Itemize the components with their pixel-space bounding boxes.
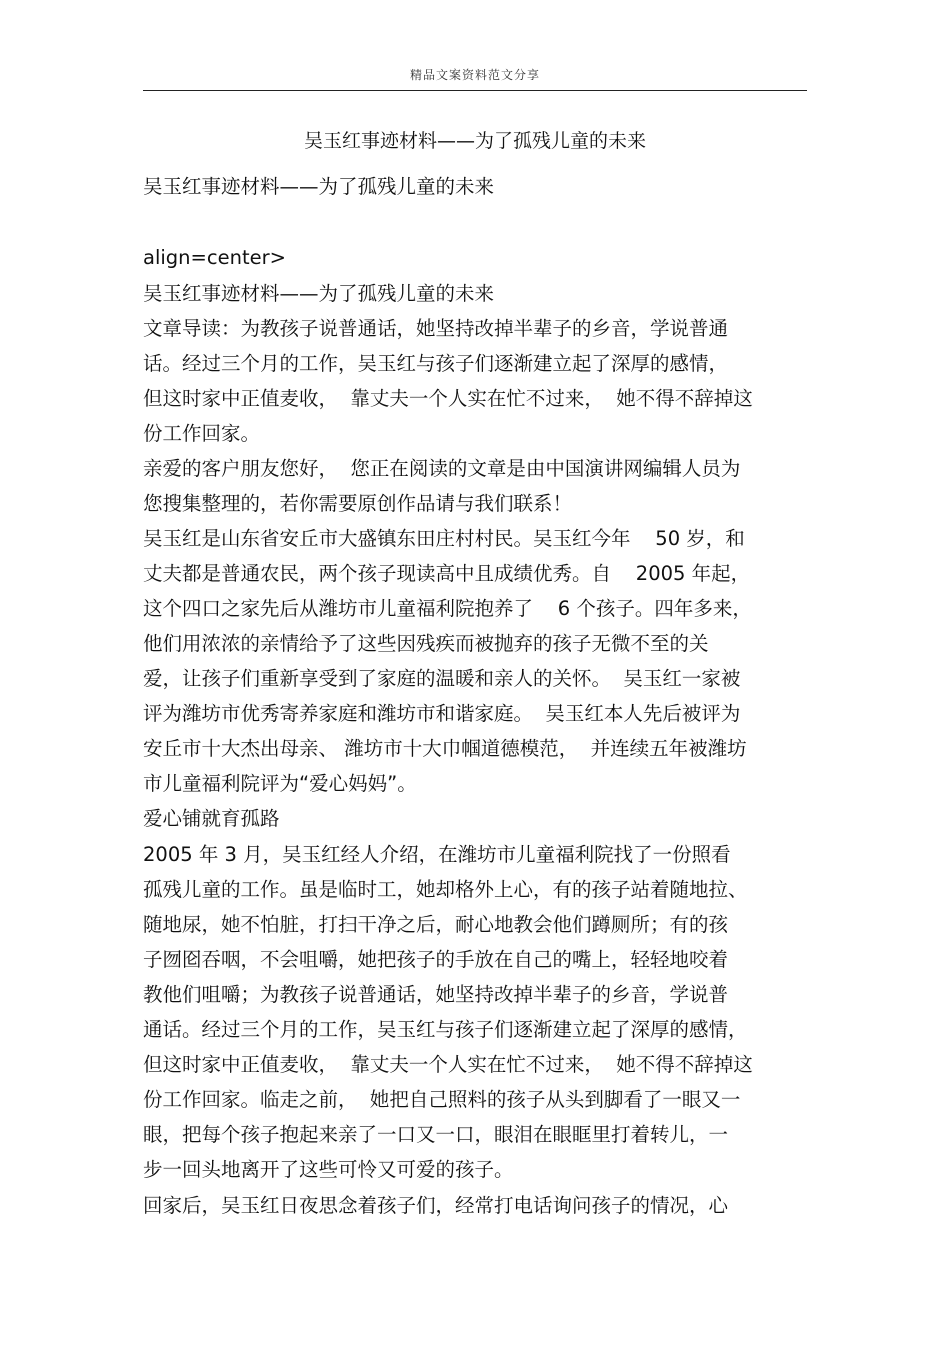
- body-line: 份工作回家。: [143, 422, 261, 445]
- body-line: 丈夫都是普通农民，两个孩子现读高中且成绩优秀。自 2005 年起，: [143, 562, 751, 585]
- body-line: 评为潍坊市优秀寄养家庭和潍坊市和谐家庭。 吴玉红本人先后被评为: [143, 702, 741, 725]
- body-line: 爱，让孩子们重新享受到了家庭的温暖和亲人的关怀。 吴玉红一家被: [143, 667, 741, 690]
- document-title: 吴玉红事迹材料——为了孤残儿童的未来: [303, 130, 646, 152]
- body-line: 2005 年 3 月，吴玉红经人介绍，在潍坊市儿童福利院找了一份照看: [143, 843, 731, 866]
- body-line: 话。经过三个月的工作，吴玉红与孩子们逐渐建立起了深厚的感情，: [143, 352, 729, 375]
- body-line: 他们用浓浓的亲情给予了这些因残疾而被抛弃的孩子无微不至的关: [143, 632, 709, 655]
- body-line: 份工作回家。临走之前， 她把自己照料的孩子从头到脚看了一眼又一: [143, 1088, 741, 1111]
- body-line: 回家后，吴玉红日夜思念着孩子们，经常打电话询问孩子的情况，心: [143, 1194, 729, 1217]
- page-header-text: 精品文案资料范文分享: [409, 68, 540, 82]
- body-line: 安丘市十大杰出母亲、 潍坊市十大巾帼道德模范， 并连续五年被潍坊: [143, 737, 747, 760]
- body-line: 教他们咀嚼；为教孩子说普通话，她坚持改掉半辈子的乡音，学说普: [143, 983, 729, 1006]
- body-line: 市儿童福利院评为“爱心妈妈”。: [143, 772, 417, 795]
- body-line: 子囫囵吞咽，不会咀嚼，她把孩子的手放在自己的嘴上，轻轻地咬着: [143, 948, 729, 971]
- body-line: 但这时家中正值麦收， 靠丈夫一个人实在忙不过来， 她不得不辞掉这: [143, 1053, 753, 1076]
- body-line: 吴玉红事迹材料——为了孤残儿童的未来: [143, 175, 495, 198]
- header-divider: [143, 90, 807, 91]
- body-line: 文章导读：为教孩子说普通话，她坚持改掉半辈子的乡音，学说普通: [143, 317, 729, 340]
- body-line: 随地尿，她不怕脏，打扫干净之后，耐心地教会他们蹲厕所；有的孩: [143, 913, 729, 936]
- body-line: 眼，把每个孩子抱起来亲了一口又一口，眼泪在眼眶里打着转儿，一: [143, 1123, 729, 1146]
- body-line: 通话。经过三个月的工作，吴玉红与孩子们逐渐建立起了深厚的感情，: [143, 1018, 748, 1041]
- body-line: 步一回头地离开了这些可怜又可爱的孩子。: [143, 1158, 514, 1181]
- body-line: 吴玉红是山东省安丘市大盛镇东田庄村村民。吴玉红今年 50 岁，和: [143, 527, 745, 550]
- body-line: 孤残儿童的工作。虽是临时工，她却格外上心，有的孩子站着随地拉、: [143, 878, 748, 901]
- body-line: align=center>: [143, 246, 286, 269]
- section-heading: 爱心铺就育孤路: [143, 807, 280, 830]
- body-line: 亲爱的客户朋友您好， 您正在阅读的文章是由中国演讲网编辑人员为: [143, 457, 741, 480]
- body-line: 吴玉红事迹材料——为了孤残儿童的未来: [143, 282, 495, 305]
- body-line: 但这时家中正值麦收， 靠丈夫一个人实在忙不过来， 她不得不辞掉这: [143, 387, 753, 410]
- body-line: 您搜集整理的，若你需要原创作品请与我们联系！: [143, 492, 573, 515]
- body-line: 这个四口之家先后从潍坊市儿童福利院抱养了 6 个孩子。四年多来，: [143, 597, 752, 620]
